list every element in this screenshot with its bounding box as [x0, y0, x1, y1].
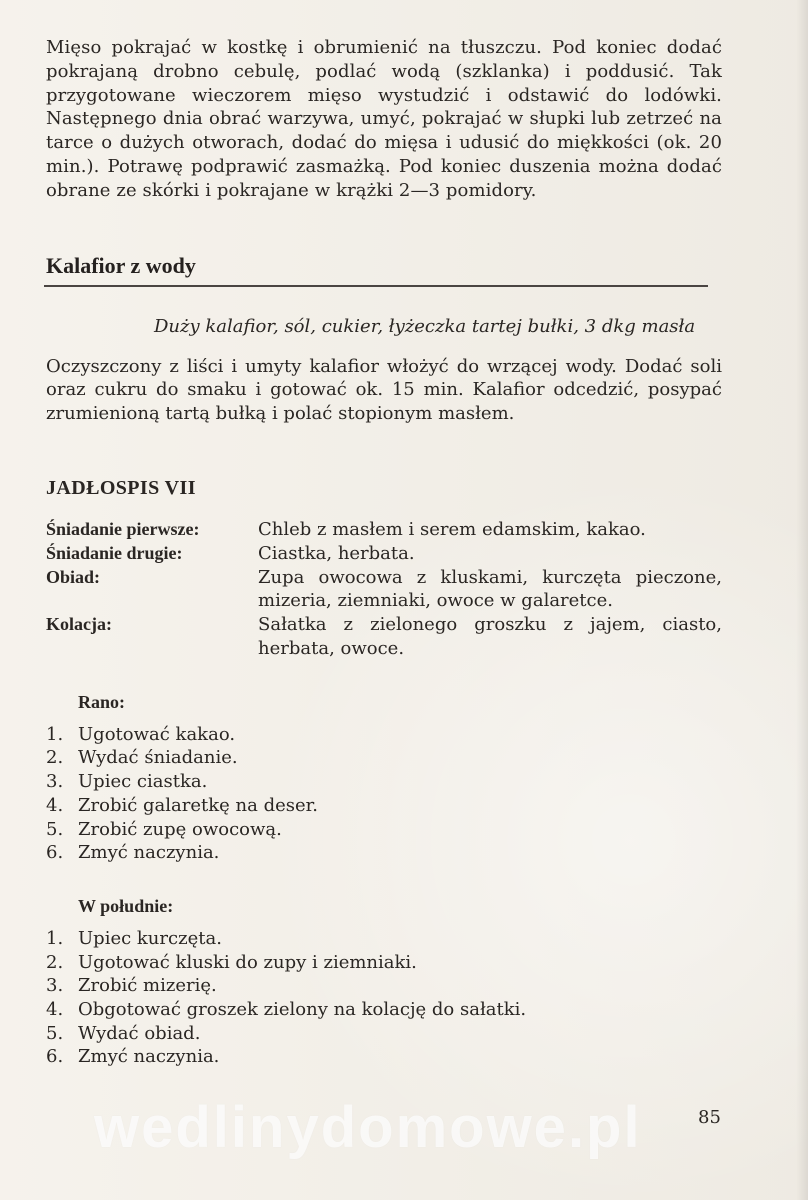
list-item	[46, 818, 722, 842]
step-text: Upiec ciastka.	[78, 771, 208, 793]
list-item	[46, 794, 722, 818]
step-number: 3.	[46, 771, 64, 793]
menu-value-second-breakfast: Ciastka, herbata.	[258, 542, 415, 564]
list-item	[46, 1045, 722, 1069]
menu-label-second-breakfast: Śniadanie drugie:	[46, 542, 183, 563]
noon-steps-list	[46, 927, 722, 1069]
noon-heading: W południe:	[78, 895, 174, 916]
list-item	[46, 1022, 722, 1046]
page-content	[46, 36, 722, 1069]
list-item	[46, 951, 722, 975]
list-item	[46, 974, 722, 998]
step-text: Zmyć naczynia.	[78, 842, 220, 864]
step-text: Zrobić mizerię.	[78, 975, 217, 997]
page-edge-shadow	[796, 0, 808, 1200]
step-text: Ugotować kakao.	[78, 723, 236, 745]
step-number: 6.	[46, 842, 64, 864]
step-text: Obgotować groszek zielony na kolację do sałatki.	[78, 999, 527, 1021]
menu-label-supper: Kolacja:	[46, 614, 112, 635]
step-number: 2.	[46, 747, 64, 769]
recipe-title-rule	[44, 285, 708, 287]
intro-recipe-text: Mięso pokrajać w kostkę i obrumienić na tłuszczu. Pod koniec dodać pokrajaną drobno cebulę, podlać wodą (szklanka) i poddusić. Tak przygotowane wieczorem mięso wystudzić i odstawić do lodówki. Następnego dnia obrać warzywa, umyć, pokrajać w słupki lub zetrzeć na tarce o dużych otworach, dodać do mięsa i udusić do miękkości (ok. 20 min.). Potrawę podprawić zasmażką. Pod koniec duszenia można dodać obrane ze skórki i pokrajane w krążki 2—3 pomidory.	[46, 37, 722, 201]
page-number: 85	[698, 1107, 721, 1128]
menu-list	[46, 518, 722, 661]
list-item	[46, 746, 722, 770]
list-item	[46, 998, 722, 1022]
menu-value-first-breakfast: Chleb z masłem i serem edamskim, kakao.	[258, 518, 646, 540]
list-item	[46, 770, 722, 794]
watermark: wedlinydomowe.pl	[94, 1095, 642, 1160]
menu-value-dinner: Zupa owocowa z kluskami, kurczęta pieczone, mizeria, ziemniaki, owoce w galaretce.	[258, 566, 722, 612]
list-item	[46, 723, 722, 747]
step-number: 1.	[46, 927, 64, 949]
step-text: Wydać obiad.	[78, 1022, 201, 1044]
morning-steps-list	[46, 723, 722, 865]
step-text: Zrobić galaretkę na deser.	[78, 794, 319, 816]
list-item	[46, 927, 722, 951]
step-text: Zmyć naczynia.	[78, 1046, 220, 1068]
step-number: 5.	[46, 818, 64, 840]
recipe-title: Kalafior z wody	[46, 252, 196, 278]
step-text: Wydać śniadanie.	[78, 747, 238, 769]
menu-label-first-breakfast: Śniadanie pierwsze:	[46, 518, 200, 539]
step-number: 5.	[46, 1022, 64, 1044]
menu-label-dinner: Obiad:	[46, 566, 101, 587]
menu-title: JADŁOSPIS VII	[46, 476, 196, 499]
step-text: Zrobić zupę owocową.	[78, 818, 282, 840]
step-number: 3.	[46, 975, 64, 997]
step-number: 4.	[46, 999, 64, 1021]
morning-heading: Rano:	[78, 691, 126, 712]
step-text: Upiec kurczęta.	[78, 927, 222, 949]
menu-value-supper: Sałatka z zielonego groszku z jajem, ciasto, herbata, owoce.	[258, 614, 722, 659]
step-number: 4.	[46, 794, 64, 816]
step-number: 6.	[46, 1046, 64, 1068]
step-number: 2.	[46, 951, 64, 973]
step-number: 1.	[46, 723, 64, 745]
recipe-ingredients: Duży kalafior, sól, cukier, łyżeczka tartej bułki, 3 dkg masła	[154, 315, 696, 337]
list-item	[46, 841, 722, 865]
step-text: Ugotować kluski do zupy i ziemniaki.	[78, 951, 417, 973]
recipe-instructions: Oczyszczony z liści i umyty kalafior włożyć do wrzącej wody. Dodać soli oraz cukru do smaku i gotować ok. 15 min. Kalafior odcedzić, posypać zrumienioną tartą bułką i polać stopionym masłem.	[46, 355, 722, 425]
